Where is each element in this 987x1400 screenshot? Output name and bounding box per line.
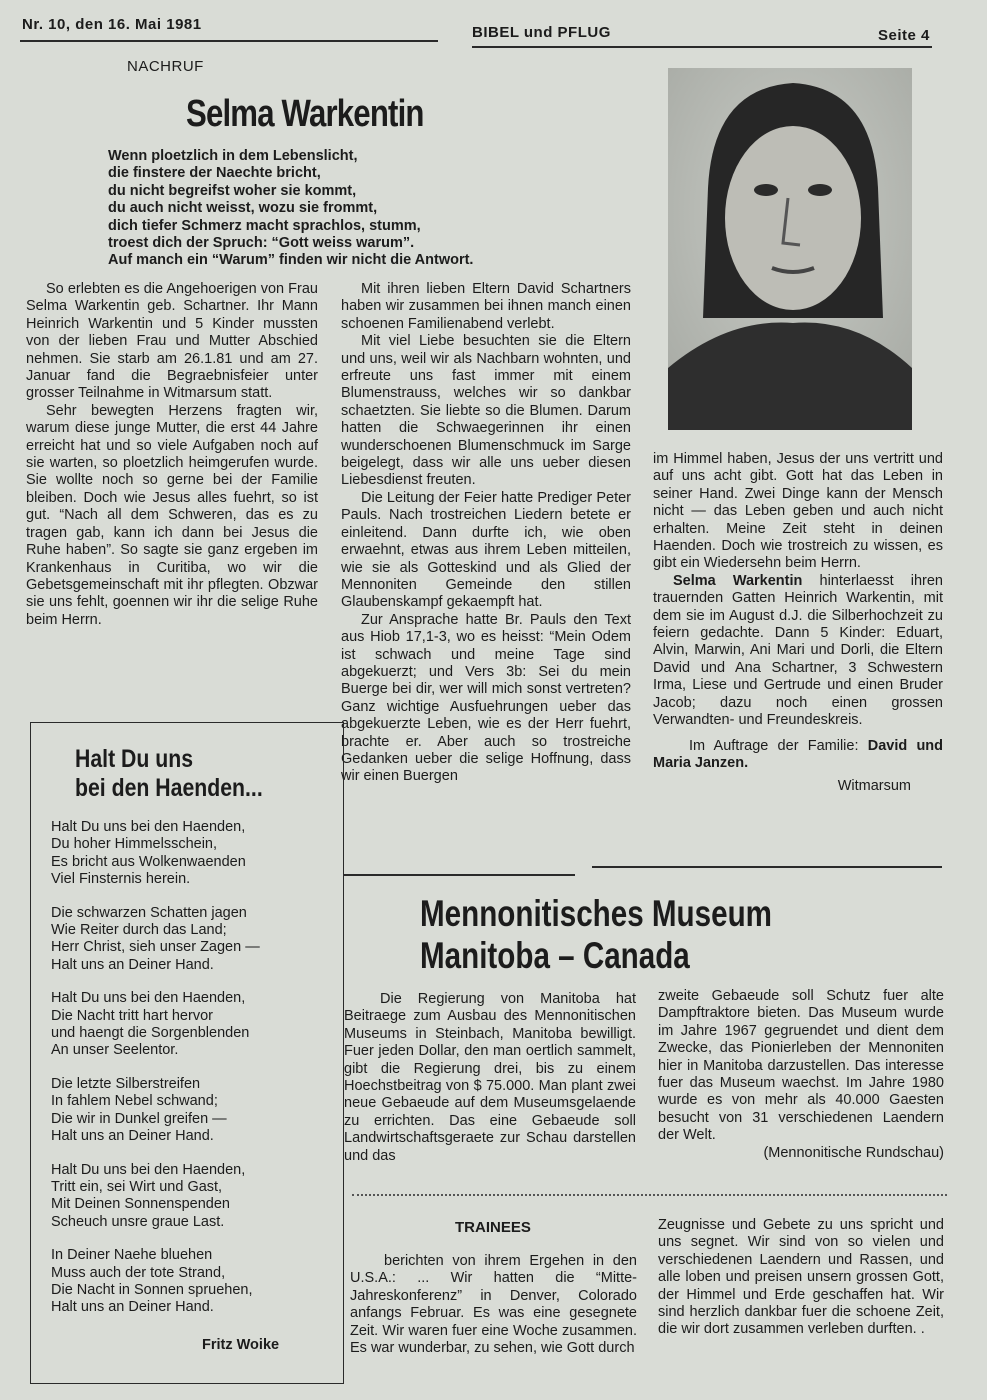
header-rule-right: [472, 46, 932, 48]
verse-line: und haengt die Sorgenblenden: [51, 1025, 250, 1042]
paragraph: Sehr bewegten Herzens fragten wir, warum diese junge Mutter, die erst 44 Jahre erreicht hat und so viele Aufgaben noch auf sie warten, so ploetzlich heimgerufen wurde. Sie wollte noch so gerne bei der Familie bleiben. Doch wie Jesus alles fuehrt, so ist gut. “Nach all dem Schweren, das es zu tragen gab, kann ich dann bei Jesus die Ruhe haben”. So sagte sie ganz ergeben im Krankenhaus in Curitiba, wo wir die Gebetsgemeinschaft mit ihr pflegten. Obzwar sie uns fehlt, goennen wir ihr die selige Ruhe beim Herrn.: [26, 402, 318, 628]
trainees-heading: TRAINEES: [455, 1219, 531, 1236]
trainees-column-1: [350, 1253, 637, 1357]
museum-column-2: [658, 988, 944, 1162]
verse-line: Die letzte Silberstreifen: [51, 1075, 201, 1092]
poem-box: [30, 722, 344, 1384]
deceased-name: Selma Warkentin: [673, 572, 803, 589]
newspaper-name: BIBEL und PFLUG: [472, 24, 611, 41]
verse-line: Wie Reiter durch das Land;: [51, 922, 227, 939]
verse-line: Tritt ein, sei Wirt und Gast,: [51, 1178, 223, 1195]
issue-date: Nr. 10, den 16. Mai 1981: [22, 16, 202, 33]
dotted-separator: [352, 1194, 947, 1196]
paragraph: Mit ihren lieben Eltern David Schartners haben wir zusammen bei ihnen manch einen schoenen Familienabend verlebt.: [341, 281, 631, 332]
verse-line: Halt uns an Deiner Hand.: [51, 1128, 214, 1145]
paragraph: Zeugnisse und Gebete zu uns spricht und uns segnet. Wir sind von so vielen und verschiedenen Laendern und Rassen, und alle loben und preisen unsern grossen Gott, der Himmel und Erde geschaffen hat. Wir sind herzlich dankbar fuer die schoene Zeit, die wir dort zusammen verleben durften. .: [658, 1217, 944, 1338]
paragraph: So erlebten es die Angehoerigen von Frau Selma Warkentin geb. Schartner. Ihr Mann Heinrich Warkentin und 5 Kinder mussten von der lieben Frau und Mutter Abschied nehmen. Sie starb am 26.1.81 und am 27. Januar fand die Begraebnisfeier unter grosser Teilnahme in Witmarsum statt.: [26, 281, 318, 402]
obituary-column-2: [341, 281, 631, 786]
stanza: [51, 1162, 260, 1232]
poem-box-title-line: bei den Haenden...: [75, 774, 263, 802]
poem-box-verses: [51, 819, 260, 1317]
verse-line: Halt uns an Deiner Hand.: [51, 1299, 214, 1316]
verse-line: Es bricht aus Wolkenwaenden: [51, 853, 246, 870]
verse-line: Scheuch unsre graue Last.: [51, 1213, 225, 1230]
stanza: [51, 1247, 260, 1317]
signature: [653, 738, 943, 773]
obituary-poem: [108, 148, 473, 270]
verse-line: Halt Du uns bei den Haenden,: [51, 819, 246, 835]
stanza: [51, 819, 260, 889]
section-rule-right: [592, 866, 942, 868]
verse-line: Die Nacht in Sonnen spruehen,: [51, 1281, 253, 1298]
place: Witmarsum: [837, 778, 911, 795]
verse-line: Du hoher Himmelsschein,: [51, 836, 218, 853]
stanza: [51, 905, 260, 975]
signature-prefix: Im Auftrage der Familie:: [689, 737, 859, 754]
paragraph: Die Leitung der Feier hatte Prediger Peter Pauls. Nach trostreichen Liedern betete er einleitend. Dann durfte ich, wie oben erwaehnt, etwas aus ihrem Leben mitteilen, wie sie als Gotteskind und als Glied der Mennoniten Gemeinde den stillen Glaubenskampf gekaempft hat.: [341, 489, 631, 611]
poem-box-title-line: Halt Du uns: [75, 745, 194, 773]
verse-line: Halt Du uns bei den Haenden,: [51, 990, 246, 1007]
paragraph: Die Regierung von Manitoba hat Beitraege zum Ausbau des Mennonitischen Museums in Steinbach, Manitoba bewilligt. Fuer jeden Dollar, den man oertlich sammelt, gibt die Regierung drei, bis zu einem Hoechstbeitrag von $ 75.000. Man plant zwei neue Gebaeude auf dem Museumsgelaende zu errichten. Das eine Gebaeude soll Landwirtschaftsgeraete zur Schau darstellen und das: [344, 991, 636, 1164]
paragraph: zweite Gebaeude soll Schutz fuer alte Dampftraktore bieten. Das Museum wurde im Jahre 1967 gegruendet und dient dem Zwecke, das Pionierleben der Mennoniten hier in Manitoba darzustellen. Das interesse fuer das Museum waechst. Im Jahre 1980 wurde es von mehr als 40.000 Gaesten besucht von 31 verschiedenen Laendern der Welt.: [658, 988, 944, 1144]
poem-line: du nicht begreifst woher sie kommt,: [108, 182, 357, 199]
header-rule-left: [20, 40, 438, 42]
trainees-column-2: [658, 1217, 944, 1339]
verse-line: Die Nacht tritt hart hervor: [51, 1007, 213, 1024]
poem-line: die finstere der Naechte bricht,: [108, 165, 321, 182]
portrait-photo: [668, 68, 912, 430]
verse-line: Mit Deinen Sonnenspenden: [51, 1196, 230, 1213]
poem-author: Fritz Woike: [202, 1337, 280, 1353]
paragraph: berichten von ihrem Ergehen in den U.S.A.: ... Wir hatten die “Mitte-Jahreskonferenz” in Denver, Colorado anfangs Februar. Es was eine gesegnete Zeit. Wir waren fuer eine Woche zusammen. Es war wunderbar, zu sehen, wie Gott durch: [350, 1253, 637, 1357]
stanza: [51, 1076, 260, 1146]
verse-line: Herr Christ, sieh unser Zagen —: [51, 939, 260, 956]
poem-box-title: [75, 745, 263, 803]
stanza: [51, 990, 260, 1060]
museum-title-line: Manitoba – Canada: [420, 935, 690, 976]
verse-line: In fahlem Nebel schwand;: [51, 1093, 218, 1110]
museum-title: [420, 893, 772, 977]
obituary-kicker: NACHRUF: [127, 58, 204, 75]
paragraph: im Himmel haben, Jesus der uns vertritt und auf uns acht gibt. Gott hat das Leben in seiner Hand. Zwei Dinge kann der Mensch nicht — das Leben geben und auch nicht erhalten. Meine Zeit steht in deinen Haenden. Doch wie trostreich zu wissen, es gibt ein Wiedersehn beim Herrn.: [653, 451, 943, 572]
verse-line: Viel Finsternis herein.: [51, 871, 191, 888]
poem-line: du auch nicht weisst, wozu sie frommt,: [108, 200, 378, 217]
paragraph: [653, 573, 943, 730]
verse-line: Halt uns an Deiner Hand.: [51, 956, 214, 973]
paragraph: Mit viel Liebe besuchten sie die Eltern und uns, weil wir als Nachbarn wohnten, und erfreute uns fast immer mit einem Blumenstrauss, welches wir so dankbar schaetzten. Sie liebte so die Blumen. Darum hatten die Schwaegerinnen ihr einen wunderschoenen Blumenschmuck im Sarge beigelegt, dass wir alle uns ueber diesen Liebesdienst freuten.: [341, 333, 631, 489]
verse-line: In Deiner Naehe bluehen: [51, 1247, 213, 1264]
survivors-text: hinterlaesst ihren trauernden Gatten Heinrich Warkentin, mit dem sie im August d.J. die Silberhochzeit zu feiern gedachte. Dann 5 Kinder: Eduart, Alvin, Marwin, Ani Mari und Dorli, die Eltern David und Ana Schartner, 3 Schwestern Irma, Liese und Gertrude und einen Bruder Jacob; dazu noch einen grossen Verwandten- und Freundeskreis.: [653, 572, 943, 729]
verse-line: Halt Du uns bei den Haenden,: [51, 1161, 246, 1178]
poem-line: dich tiefer Schmerz macht sprachlos, stumm,: [108, 217, 421, 234]
signature-names: David und Maria Janzen.: [653, 737, 944, 771]
museum-column-1: [344, 991, 636, 1165]
obituary-column-1: [26, 281, 318, 629]
obituary-title: Selma Warkentin: [186, 93, 424, 135]
poem-line: Auf manch ein “Warum” finden wir nicht die Antwort.: [108, 252, 474, 269]
museum-source: (Mennonitische Rundschau): [763, 1144, 944, 1161]
page-number: Seite 4: [878, 27, 930, 44]
section-rule-left: [343, 874, 575, 876]
verse-line: Die schwarzen Schatten jagen: [51, 904, 247, 921]
verse-line: Die wir in Dunkel greifen —: [51, 1110, 227, 1127]
museum-title-line: Mennonitisches Museum: [420, 893, 772, 934]
poem-line: Wenn ploetzlich in dem Lebenslicht,: [108, 148, 358, 164]
poem-line: troest dich der Spruch: “Gott weiss warum”.: [108, 235, 415, 252]
paragraph: Zur Ansprache hatte Br. Pauls den Text aus Hiob 17,1-3, wo es heisst: “Mein Odem ist schwach und meine Tage sind abgekuerzt; und Vers 3b: Sei du mein Buerge bei dir, wer will mich sonst vertreten? Ganz wichtige Ausfuehrungen ueber das abgekuerzte Leben, wie es der Herr fuehrt, brachte er. Aber auch so trostreiche Gedanken ueber die selige Hoffnung, dass wir einen Buergen: [341, 611, 631, 785]
verse-line: An unser Seelentor.: [51, 1042, 179, 1059]
verse-line: Muss auch der tote Strand,: [51, 1264, 226, 1281]
obituary-column-3: [653, 451, 943, 796]
portrait-image: [668, 68, 912, 430]
